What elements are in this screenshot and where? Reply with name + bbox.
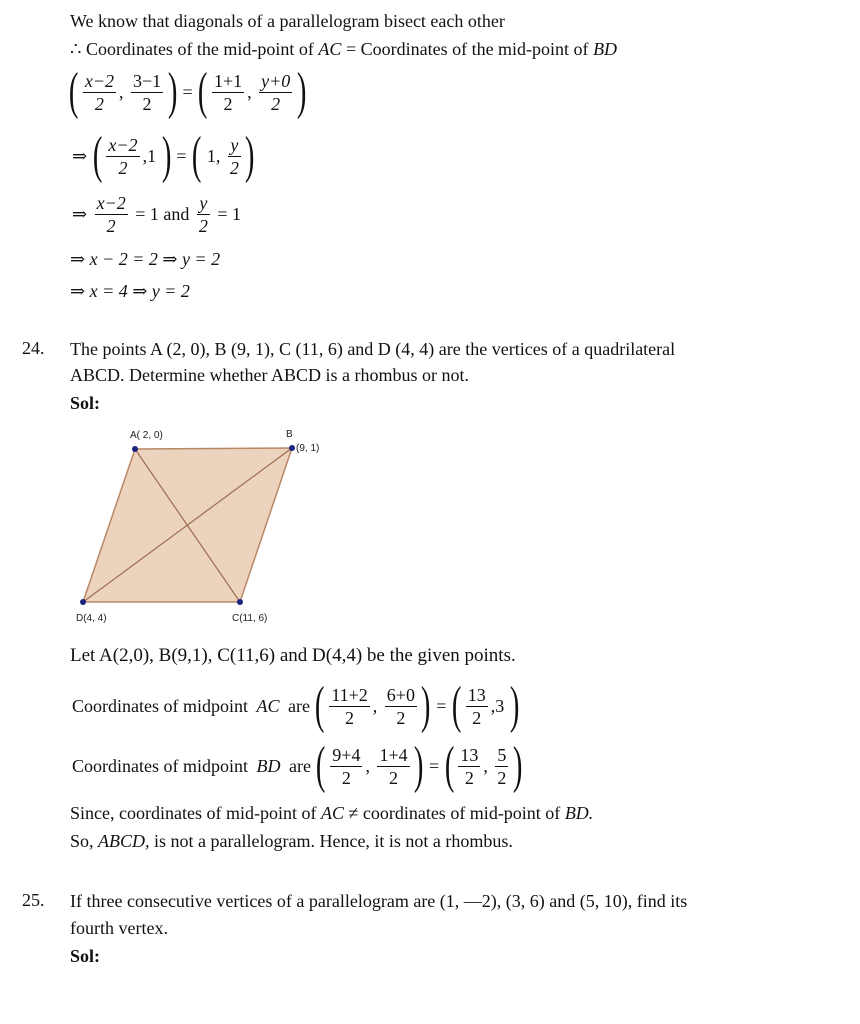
frac: $\frac{y+0}{2}$ bbox=[261, 70, 291, 114]
frac: $\frac{9+4}{2}$ bbox=[332, 744, 361, 788]
frac: $\frac{x-2}{2}$ bbox=[96, 193, 126, 236]
q25-text-2: fourth vertex. bbox=[70, 918, 168, 938]
intro-line-2-prefix: ∴ Coordinates of the mid-point of bbox=[70, 39, 314, 59]
frac: $\frac{1+4}{2}$ bbox=[379, 744, 408, 788]
intro-bd: BD bbox=[593, 39, 618, 59]
label-c: C(11, 6) bbox=[232, 613, 268, 624]
q24-let-line: Let A(2,0), B(9,1), C(11,6) and D(4,4) be the given points. bbox=[70, 645, 516, 666]
rhombus-diagram bbox=[70, 420, 360, 630]
frac: $\frac{11+2}{2}$ bbox=[331, 684, 368, 728]
step-5: ⇒ x = 4 ⇒ y = 2 bbox=[70, 281, 190, 301]
intro-line-2 bbox=[70, 38, 617, 60]
point-b bbox=[289, 445, 295, 451]
q24-sol: Sol: bbox=[70, 393, 101, 413]
frac: $\frac{y}{2}$ bbox=[229, 134, 239, 178]
label-a: A( 2, 0) bbox=[130, 430, 163, 441]
step-3: ⇒ $\frac{x-2}{2}$ = 1 and $\frac{y}{2}$ = 1 bbox=[72, 193, 242, 236]
step-2: ⇒ ( $\frac{x-2}{2}$ ,1 ) = ( 1, $\frac{y}{2}$ ) bbox=[72, 127, 255, 184]
step-1: ( $\frac{x-2}{2}$ , $\frac{3-1}{2}$ ) = ( $\frac{1+1}{2}$ , $\frac{y+0}{2}$ ) bbox=[68, 63, 307, 120]
label-b: B bbox=[286, 429, 293, 440]
frac: $\frac{13}{2}$ bbox=[460, 744, 479, 788]
q25-sol: Sol: bbox=[70, 946, 101, 966]
frac: $\frac{x-2}{2}$ bbox=[108, 134, 138, 178]
ac-midpoint: Coordinates of midpoint AC are ( $\frac{11+2}{2}$ , $\frac{6+0}{2}$ ) = ( $\frac{13}{2}$ ,3 ) bbox=[72, 677, 520, 734]
intro-line-2-mid: = Coordinates of the mid-point of bbox=[345, 39, 589, 59]
intro-ac: AC bbox=[318, 39, 342, 59]
frac: $\frac{y}{2}$ bbox=[198, 193, 208, 236]
q24-text-2: ABCD. Determine whether ABCD is a rhombus or not. bbox=[70, 365, 469, 385]
frac: $\frac{3-1}{2}$ bbox=[132, 70, 162, 114]
q25-number: 25. bbox=[22, 890, 45, 910]
frac: $\frac{1+1}{2}$ bbox=[213, 70, 243, 114]
step-4: ⇒ x − 2 = 2 ⇒ y = 2 bbox=[70, 249, 221, 269]
label-b-coords: (9, 1) bbox=[296, 443, 320, 454]
point-a bbox=[132, 446, 138, 452]
point-d bbox=[80, 599, 86, 605]
frac: $\frac{5}{2}$ bbox=[497, 744, 507, 788]
label-d: D(4, 4) bbox=[76, 613, 107, 624]
q24-number: 24. bbox=[22, 338, 45, 358]
frac: $\frac{x-2}{2}$ bbox=[84, 70, 114, 114]
q24-since-line: Since, coordinates of mid-point of AC ≠ coordinates of mid-point of BD. bbox=[70, 803, 594, 823]
intro-line-1: We know that diagonals of a parallelogram bisect each other bbox=[70, 11, 505, 31]
point-c bbox=[237, 599, 243, 605]
q25-text-1: If three consecutive vertices of a parallelogram are (1, —2), (3, 6) and (5, 10), find its bbox=[70, 891, 688, 911]
q24-text-1: The points A (2, 0), B (9, 1), C (11, 6) and D (4, 4) are the vertices of a quadrilateral bbox=[70, 339, 676, 359]
bd-midpoint: Coordinates of midpoint BD are ( $\frac{9+4}{2}$ , $\frac{1+4}{2}$ ) = ( $\frac{13}{2}$ , $\frac{5}{2}$ ) bbox=[72, 737, 523, 794]
frac: $\frac{6+0}{2}$ bbox=[386, 684, 415, 728]
q24-so-line: So, ABCD, is not a parallelogram. Hence, it is not a rhombus. bbox=[70, 831, 513, 851]
frac: $\frac{13}{2}$ bbox=[467, 684, 486, 728]
